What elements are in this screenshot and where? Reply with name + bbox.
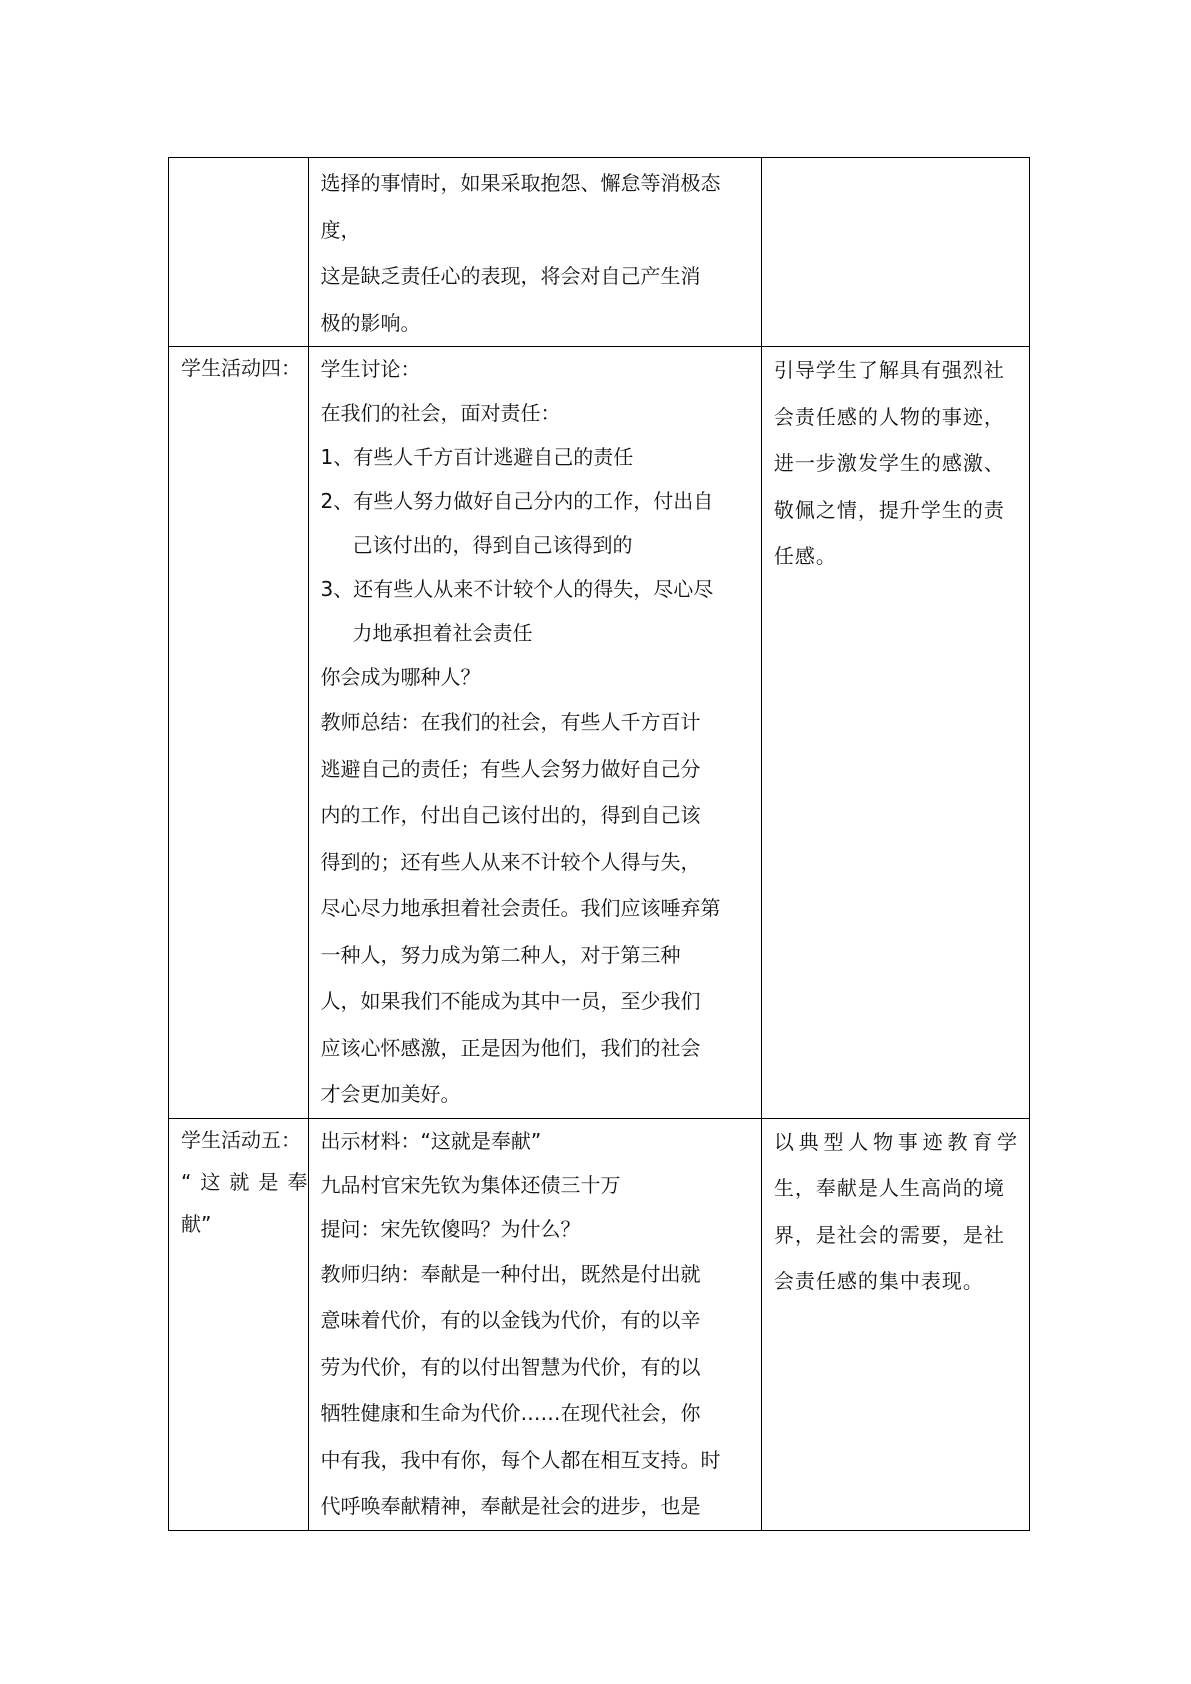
purpose-cell	[761, 347, 1029, 1119]
table-row	[169, 347, 1030, 1119]
content-line: 在我们的社会，面对责任：	[320, 401, 561, 425]
content-line: 你会成为哪种人？	[320, 665, 481, 689]
purpose-line: 敬佩之情，提升学生的责	[773, 497, 1005, 522]
activity-cell	[169, 347, 309, 1119]
purpose-cell	[761, 158, 1029, 347]
content-line: 提问：宋先钦傻吗？为什么？	[320, 1216, 581, 1241]
content-line: 度，	[320, 217, 361, 242]
activity-title: 学生活动五：	[181, 1127, 301, 1152]
content-cell	[308, 1118, 761, 1530]
content-line: 力地承担着社会责任	[352, 621, 533, 645]
content-line: 教师归纳：奉献是一种付出，既然是付出就	[320, 1261, 701, 1286]
purpose-line: 生，奉献是人生高尚的境	[773, 1176, 1005, 1200]
purpose-line: 任感。	[773, 544, 837, 568]
content-line: 牺牲健康和生命为代价……在现代社会，你	[320, 1401, 701, 1425]
content-line: 己该付出的，得到自己该得到的	[352, 533, 633, 557]
content-cell	[308, 158, 761, 347]
content-line: 1、有些人千方百计逃避自己的责任	[320, 445, 634, 469]
activity-title: 学生活动四：	[181, 356, 301, 380]
content-line: 极的影响。	[320, 310, 421, 335]
activity-cell	[169, 1118, 317, 1530]
content-cell	[308, 347, 761, 1119]
content-line: 这是缺乏责任心的表现，将会对自己产生消	[320, 264, 701, 288]
purpose-line: 会责任感的集中表现。	[773, 1269, 984, 1293]
content-line: 劳为代价，有的以付出智慧为代价，有的以	[320, 1354, 701, 1379]
activity-cell	[169, 158, 309, 347]
purpose-line: 引导学生了解具有强烈社	[773, 358, 1005, 382]
content-line: 出示材料：“这就是奉献”	[320, 1128, 542, 1153]
content-line: 选择的事情时，如果采取抱怨、懈怠等消极态	[320, 171, 721, 195]
content-line: 学生讨论：	[320, 357, 421, 381]
activity-subtitle: “这就是奉	[181, 1169, 317, 1194]
content-line: 人，如果我们不能成为其中一员，至少我们	[320, 989, 701, 1013]
purpose-line: 进一步激发学生的感激、	[773, 451, 1005, 475]
content-line: 一种人，努力成为第二种人，对于第三种	[320, 942, 681, 967]
content-line: 代呼唤奉献精神，奉献是社会的进步，也是	[320, 1494, 701, 1518]
activity-subtitle: 献”	[181, 1211, 212, 1236]
content-line: 尽心尽力地承担着社会责任。我们应该唾弃第	[320, 896, 721, 920]
content-line: 九品村官宋先钦为集体还债三十万	[320, 1172, 621, 1197]
content-line: 才会更加美好。	[320, 1082, 461, 1106]
purpose-cell	[761, 1118, 1029, 1530]
content-line: 意味着代价，有的以金钱为代价，有的以辛	[320, 1308, 701, 1332]
purpose-line: 界，是社会的需要，是社	[773, 1222, 1005, 1247]
content-line: 内的工作，付出自己该付出的，得到自己该	[320, 803, 701, 827]
content-line: 中有我，我中有你，每个人都在相互支持。时	[320, 1447, 721, 1472]
content-line: 应该心怀感激，正是因为他们，我们的社会	[320, 1035, 701, 1060]
content-line: 3、还有些人从来不计较个人的得失，尽心尽	[320, 577, 714, 601]
content-line: 2、有些人努力做好自己分内的工作，付出自	[320, 489, 714, 513]
purpose-line: 会责任感的人物的事迹，	[773, 404, 1005, 429]
purpose-line: 以典型人物事迹教育学	[773, 1129, 1022, 1154]
table-row	[169, 1118, 1030, 1530]
content-line: 得到的；还有些人从来不计较个人得与失，	[320, 849, 701, 874]
content-line: 教师总结：在我们的社会，有些人千方百计	[320, 710, 701, 734]
table-row	[169, 158, 1030, 347]
content-line: 逃避自己的责任；有些人会努力做好自己分	[320, 756, 701, 781]
lesson-plan-table	[168, 157, 1030, 1531]
